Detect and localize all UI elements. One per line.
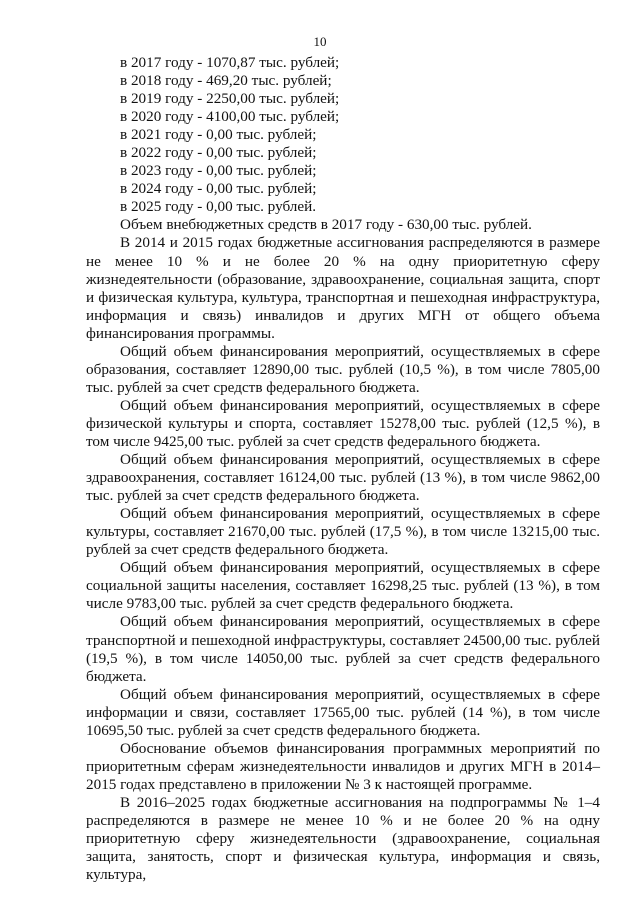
- paragraph-information: Общий объем финансирования мероприятий, осуществляемых в сфере информации и связи, составляет 17565,00 тыс. рублей (14 %), в том числе 10695,50 тыс. рублей за счет средств федерального бюджета.: [86, 685, 600, 739]
- paragraph-culture: Общий объем финансирования мероприятий, осуществляемых в сфере культуры, составляет 21670,00 тыс. рублей (17,5 %), в том числе 13215,00 тыс. рублей за счет средств федерального бюджета.: [86, 505, 600, 559]
- paragraph-social-protection: Общий объем финансирования мероприятий, осуществляемых в сфере социальной защиты населения, составляет 16298,25 тыс. рублей (13 %), в том числе 9783,00 тыс. рублей за счет средств федерального бюджета.: [86, 559, 600, 613]
- paragraph-education: Общий объем финансирования мероприятий, осуществляемых в сфере образования, составляет 12890,00 тыс. рублей (10,5 %), в том числе 7805,00 тыс. рублей за счет средств федерального бюджета.: [86, 342, 600, 396]
- page-number: 10: [313, 34, 327, 49]
- year-line-2022: в 2022 году - 0,00 тыс. рублей;: [120, 144, 317, 162]
- year-line-2025: в 2025 году - 0,00 тыс. рублей.: [120, 198, 317, 216]
- year-line-2023: в 2023 году - 0,00 тыс. рублей;: [120, 162, 317, 180]
- paragraph-2014-2015-allocation: В 2014 и 2015 годах бюджетные ассигнования распределяются в размере не менее 10 % и не более 20 % на одну приоритетную сферу жизнедеятельности (образование, здравоохранение, социальная защита, спорт и физическая культура, культура, транспортная и пешеходная инфраструктура, информация и связь) инвалидов и других МГН от общего объема финансирования программы.: [86, 234, 600, 342]
- document-body: [86, 54, 600, 884]
- year-line-2021: в 2021 году - 0,00 тыс. рублей;: [120, 126, 317, 144]
- paragraph-transport: Общий объем финансирования мероприятий, осуществляемых в сфере транспортной и пешеходной инфраструктуры, составляет 24500,00 тыс. рублей (19,5 %), в том числе 14050,00 тыс. рублей за счет средств федерального бюджета.: [86, 613, 600, 685]
- paragraph-2016-2025-allocation: В 2016–2025 годах бюджетные ассигнования на подпрограммы № 1–4 распределяются в размере не менее 10 % и не более 20 % на одну приоритетную сферу жизнедеятельности (здравоохранение, социальная защита, занятость, спорт и физическая культура, информация и связь, культура,: [86, 793, 600, 884]
- year-line-2024: в 2024 году - 0,00 тыс. рублей;: [120, 180, 317, 198]
- year-line-2020: в 2020 году - 4100,00 тыс. рублей;: [120, 108, 340, 126]
- year-line-2017: в 2017 году - 1070,87 тыс. рублей;: [120, 54, 340, 71]
- paragraph-justification: Обоснование объемов финансирования программных мероприятий по приоритетным сферам жизнедеятельности инвалидов и других МГН в 2014–2015 годах представлено в приложении № 3 к настоящей программе.: [86, 739, 600, 793]
- yearly-funding-list: [120, 54, 600, 216]
- paragraph-sport: Общий объем финансирования мероприятий, осуществляемых в сфере физической культуры и спорта, составляет 15278,00 тыс. рублей (12,5 %), в том числе 9425,00 тыс. рублей за счет средств федерального бюджета.: [86, 396, 600, 450]
- year-line-2019: в 2019 году - 2250,00 тыс. рублей;: [120, 90, 340, 108]
- paragraph-healthcare: Общий объем финансирования мероприятий, осуществляемых в сфере здравоохранения, составляет 16124,00 тыс. рублей (13 %), в том числе 9862,00 тыс. рублей за счет средств федерального бюджета.: [86, 451, 600, 505]
- paragraph-extrabudgetary: Объем внебюджетных средств в 2017 году - 630,00 тыс. рублей.: [120, 216, 532, 234]
- year-line-2018: в 2018 году - 469,20 тыс. рублей;: [120, 72, 332, 90]
